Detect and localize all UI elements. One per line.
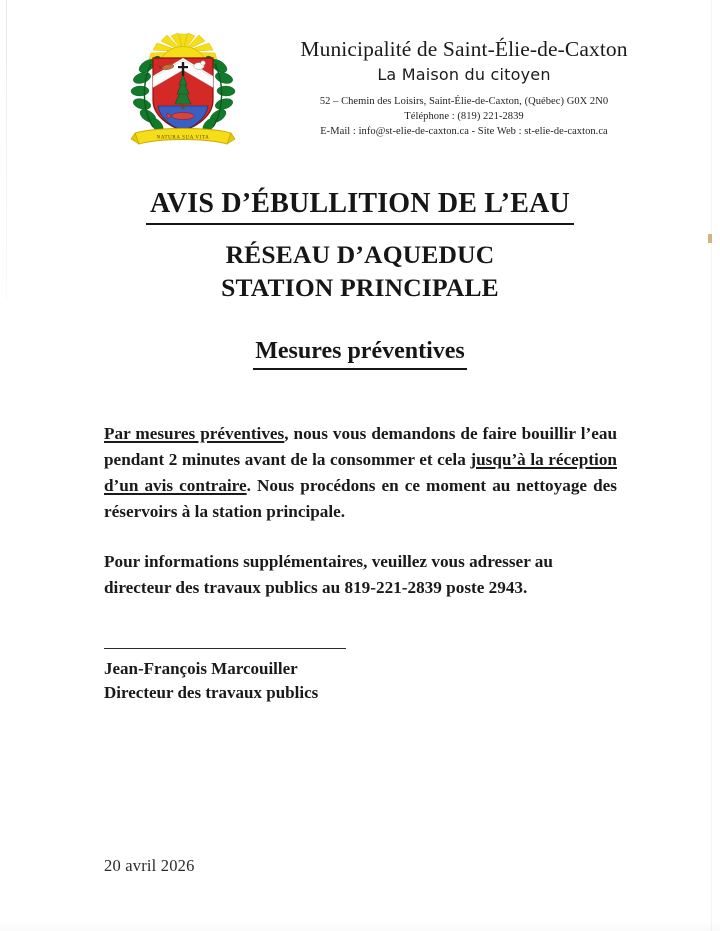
body-paragraph-1 [104,421,617,526]
signature-rule [104,648,346,649]
signature-block [104,648,524,705]
contact-phone: Téléphone : (819) 221-2839 [404,110,524,122]
crest-container [118,32,248,150]
notice-body [104,421,617,601]
section-title-text: Mesures préventives [253,338,467,370]
organization-name: Municipalité de Saint-Élie-de-Caxton [300,37,628,61]
contact-block [264,95,664,140]
contact-address: 52 – Chemin des Loisirs, Saint-Élie-de-Caxton, (Québec) G0X 2N0 [319,96,609,108]
notice-subtitle-line-2: STATION PRINCIPALE [221,273,499,303]
scan-artifact-bottom-shade [0,921,720,931]
organization-tagline: La Maison du citoyen [377,64,551,84]
svg-text:NATURA SUA VITA: NATURA SUA VITA [156,135,210,141]
document-date: 20 avril 2026 [104,856,195,875]
coat-of-arms-icon [127,32,239,150]
body-p1-lead-underlined: Par mesures préventives [104,424,285,443]
contact-email-web: E-Mail : info@st-elie-de-caxton.ca - Site Web : st-elie-de-caxton.ca [320,125,608,137]
notice-subtitle [0,238,720,304]
body-p1-mid: , nous vous demandons de faire bouillir l’eau pendant 2 minutes avant de la consommer et cela [104,424,618,470]
section-title [0,338,720,370]
notice-subtitle-line-1: RÉSEAU D’AQUEDUC [225,240,495,269]
body-p1-underlined-phrase: jusqu’à la réception d’un avis contraire [104,450,617,496]
signature-name: Jean-François Marcouiller [104,659,298,678]
letterhead [0,32,720,150]
letterhead-text-block [264,32,664,140]
signature-role: Directeur des travaux publics [104,683,319,703]
notice-main-title [0,188,720,225]
body-paragraph-2: Pour informations supplémentaires, veuillez vous adresser au directeur des travaux publics au 819-221-2839 poste 2943. [104,551,553,597]
notice-main-title-text: AVIS D’ÉBULLITION DE L’EAU [146,188,574,225]
body-p1-tail: . Nous procédons en ce moment au nettoyage des réservoirs à la station principale. [104,476,617,522]
